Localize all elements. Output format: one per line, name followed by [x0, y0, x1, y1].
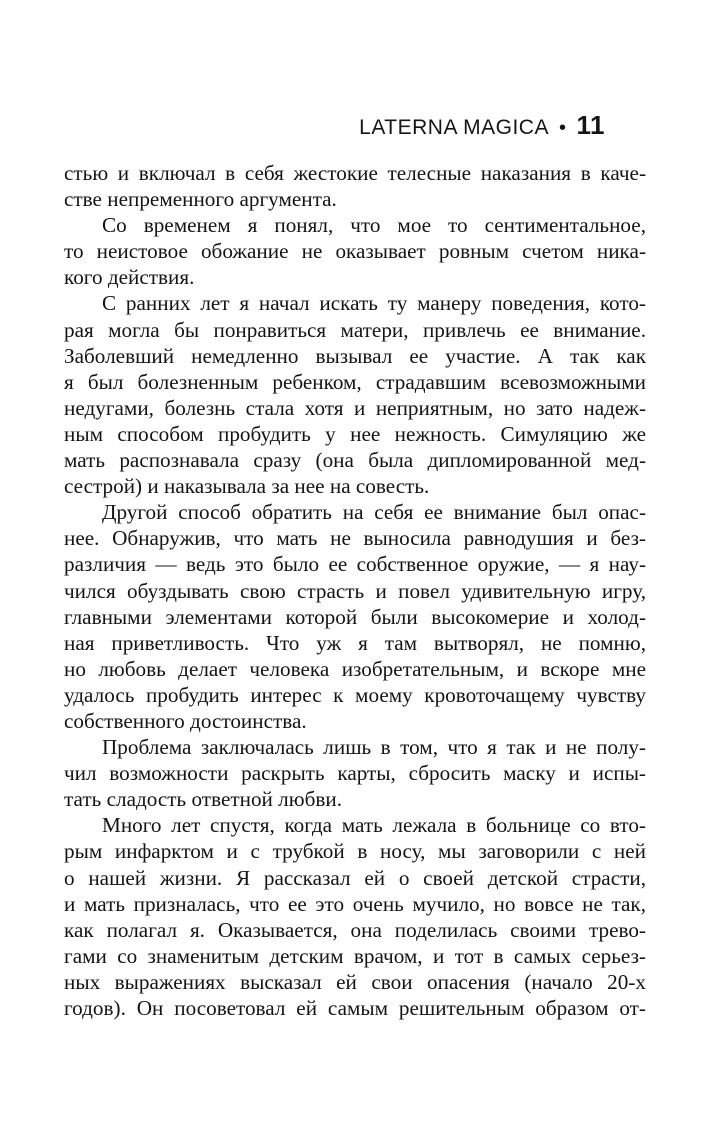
text-line: Другой способ обратить на себя ее внимание был опас-: [102, 500, 646, 525]
text-line: стью и включал в себя жестокие телесные наказания в каче-: [64, 161, 646, 185]
text-line: как полагал я. Оказывается, она поделилась своими трево-: [64, 917, 646, 942]
text-line: С ранних лет я начал искать ту манеру поведения, кото-: [102, 291, 646, 316]
text-line: кого действия.: [64, 265, 195, 290]
text-line: но любовь делает человека изобретательным, и вскоре мне: [64, 656, 646, 681]
text-line: стве непременного аргумента.: [64, 187, 337, 212]
page-number: 11: [576, 110, 605, 140]
text-line: различия — ведь это было ее собственное оружие, — я нау-: [64, 552, 646, 577]
text-line: ная приветливость. Что уж я там вытворял, не помню,: [64, 630, 646, 655]
text-line: сестрой) и наказывала за нее на совесть.: [64, 474, 430, 499]
text-line: Много лет спустя, когда мать лежала в больнице со вто-: [102, 813, 646, 838]
text-line: Проблема заключалась лишь в том, что я так и не полу-: [102, 735, 646, 760]
text-line: Заболевший немедленно вызывал ее участие. А так как: [64, 343, 646, 368]
text-line: мать распознавала сразу (она была дипломированной мед-: [64, 448, 646, 473]
text-line: главными элементами которой были высокомерие и холод-: [64, 604, 646, 629]
text-line: нее. Обнаружив, что мать не выносила равнодушия и без-: [64, 526, 646, 551]
text-line: рая могла бы понравиться матери, привлечь ее внимание.: [64, 317, 646, 342]
text-line: годов). Он посоветовал ей самым решительным образом от-: [64, 996, 646, 1020]
text-line: то неистовое обожание не оказывает ровным счетом ника-: [64, 239, 646, 264]
text-line: Со временем я понял, что мое то сентиментальное,: [102, 213, 646, 238]
body-text: [64, 160, 646, 1021]
text-line: удалось пробудить интерес к моему кровоточащему чувству: [64, 682, 646, 707]
text-line: о нашей жизни. Я рассказал ей о своей детской страсти,: [64, 865, 646, 890]
text-line: собственного достоинства.: [64, 708, 307, 733]
text-line: недугами, болезнь стала хотя и неприятным, но зато надеж-: [64, 395, 646, 420]
text-line: ных выражениях высказал ей свои опасения (начало 20-х: [64, 969, 646, 994]
running-head: [359, 110, 605, 141]
running-head-bullet: •: [558, 117, 567, 139]
text-line: тать сладость ответной любви.: [64, 787, 343, 812]
text-line: ным способом пробудить у нее нежность. Симуляцию же: [64, 421, 646, 446]
text-line: чил возможности раскрыть карты, сбросить маску и испы-: [64, 761, 646, 786]
text-line: чился обуздывать свою страсть и повел удивительную игру,: [64, 578, 646, 603]
text-line: я был болезненным ребенком, страдавшим всевозможными: [64, 369, 646, 394]
text-line: гами со знаменитым детским врачом, и тот в самых серьез-: [64, 943, 646, 968]
text-line: и мать призналась, что ее это очень мучило, но вовсе не так,: [64, 891, 646, 916]
running-head-title: LATERNA MAGICA: [359, 116, 549, 139]
text-line: рым инфарктом и с трубкой в носу, мы заговорили с ней: [64, 839, 646, 864]
